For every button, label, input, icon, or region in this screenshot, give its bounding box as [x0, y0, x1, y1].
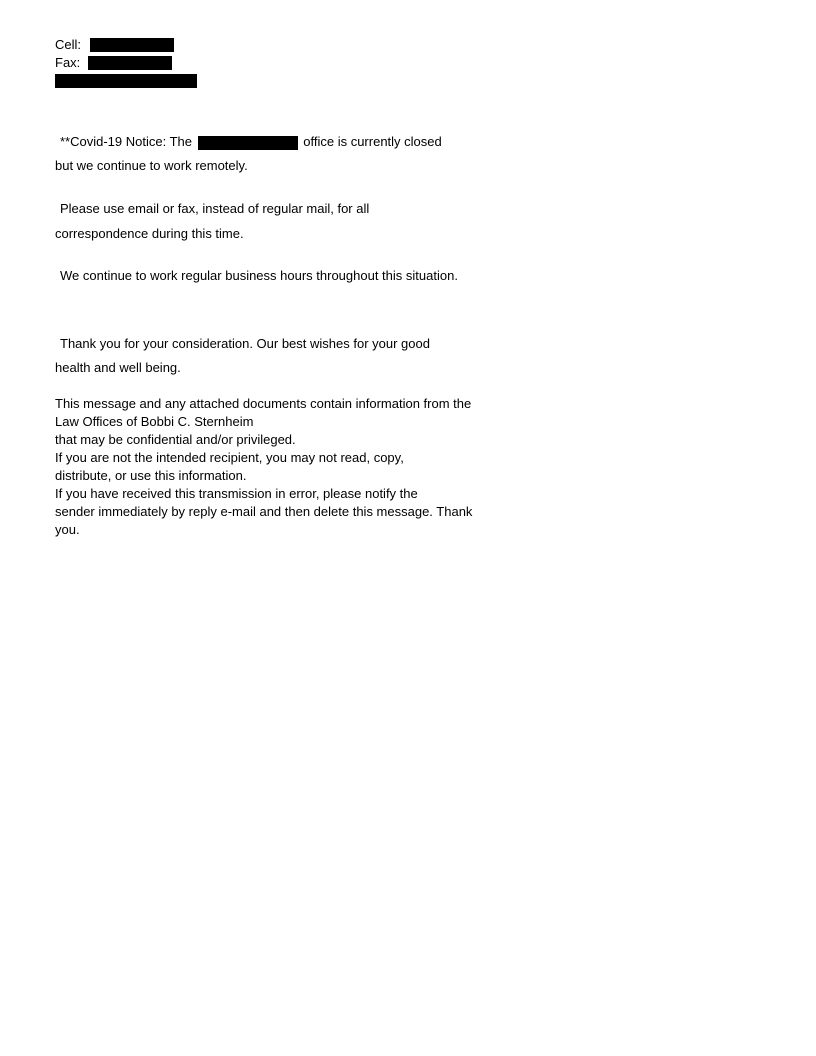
disclaimer-line: Law Offices of Bobbi C. Sternheim [55, 414, 254, 429]
disclaimer-line: distribute, or use this information. [55, 468, 247, 483]
fax-redaction [88, 56, 172, 70]
disclaimer-line: If you are not the intended recipient, you may not read, copy, [55, 450, 404, 465]
email-notice-line-2: correspondence during this time. [55, 226, 244, 241]
covid-notice-prefix: **Covid-19 Notice: The [60, 134, 192, 149]
thanks-line-2: health and well being. [55, 360, 181, 375]
cell-line [55, 36, 81, 54]
thanks-line: Thank you for your consideration. Our best wishes for your good [60, 336, 430, 351]
cell-label: Cell: [55, 37, 82, 52]
disclaimer-line: that may be confidential and/or privileged. [55, 432, 296, 447]
disclaimer-line: If you have received this transmission in error, please notify the [55, 486, 418, 501]
disclaimer-line: you. [55, 522, 80, 537]
office-name-redaction [198, 136, 298, 150]
address-redaction [55, 74, 197, 88]
email-notice-line: Please use email or fax, instead of regular mail, for all [60, 201, 370, 216]
cell-redaction [90, 38, 174, 52]
covid-notice-suffix: office is currently closed [303, 134, 442, 149]
covid-notice-line [55, 133, 442, 151]
hours-notice-line: We continue to work regular business hours throughout this situation. [60, 268, 458, 283]
disclaimer-line: This message and any attached documents contain information from the [55, 396, 472, 411]
disclaimer-line: sender immediately by reply e-mail and then delete this message. Thank [55, 504, 473, 519]
fax-label: Fax: [55, 55, 81, 70]
covid-notice-line-2: but we continue to work remotely. [55, 158, 248, 173]
fax-line [55, 54, 80, 72]
